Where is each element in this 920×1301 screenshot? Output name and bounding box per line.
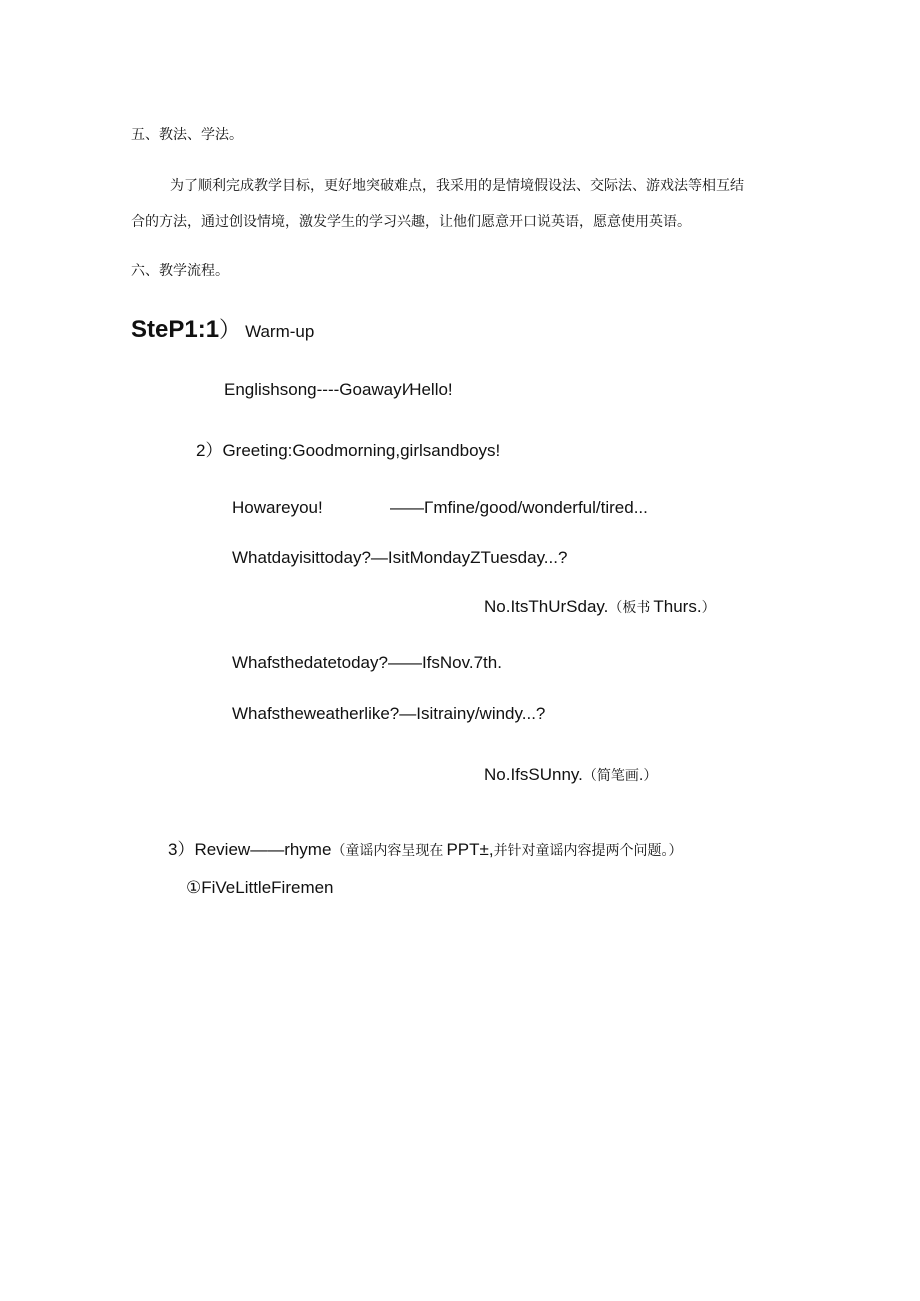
greeting-line: 2）Greeting:Goodmorning,girlsandboys! — [196, 441, 501, 460]
paragraph-line-2: 合的方法，通过创设情境，激发学生的学习兴趣，让他们愿意开口说英语，愿意使用英语。 — [131, 214, 691, 230]
how-are-you-answer: ——Γmfine/good/wonderful/tired... — [390, 498, 648, 517]
review-line — [168, 835, 683, 860]
review-note-ppt: PPT±, — [446, 840, 494, 859]
step-heading — [131, 313, 314, 344]
sketch-note: （简笔画.） — [582, 768, 658, 784]
thursday-answer: No.ItsThUrSday. — [484, 597, 609, 616]
sunny-line — [484, 765, 657, 785]
board-note-close: ） — [701, 600, 716, 616]
step-paren: ） — [219, 318, 242, 343]
english-song-line: Englishsong----GoawayI⁄Hello! — [224, 380, 453, 399]
section-heading-process: 六、教学流程。 — [131, 263, 229, 279]
weather-line: Whafstheweatherlike?—Isitrainy/windy...? — [232, 704, 546, 723]
step-label: Warm-up — [245, 322, 315, 341]
review-label: 3）Review——rhyme — [168, 840, 332, 859]
sunny-answer: No.IfsSUnny. — [484, 765, 583, 784]
paragraph-line-1: 为了顺利完成教学目标，更好地突破难点，我采用的是情境假设法、交际法、游戏法等相互结 — [170, 178, 744, 194]
review-note-b: 并针对童谣内容提两个问题。） — [493, 843, 683, 859]
how-are-you-question: Howareyou! — [232, 498, 323, 517]
rhyme-title: ①FiVeLittleFiremen — [186, 878, 334, 897]
board-note-open: （板书 — [608, 600, 651, 616]
date-line: Whafsthedatetoday?——IfsNov.7th. — [232, 653, 502, 672]
what-day-line: Whatdayisittoday?—IsitMondayZTuesday...? — [232, 548, 568, 567]
board-note-word: Thurs. — [653, 597, 702, 616]
review-note-a: （童谣内容呈现在 — [331, 843, 444, 859]
thursday-line — [484, 597, 716, 617]
step-title: SteP1:1 — [131, 316, 220, 343]
section-heading-methods: 五、教法、学法。 — [131, 127, 243, 143]
